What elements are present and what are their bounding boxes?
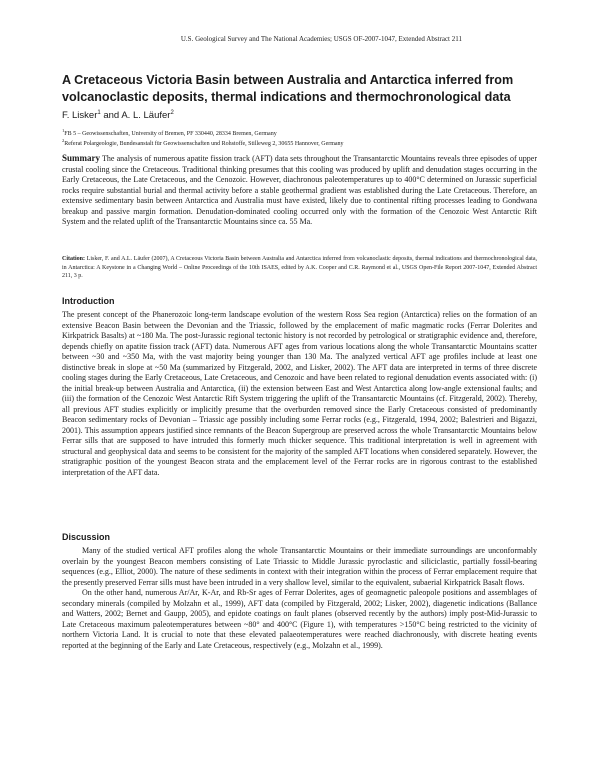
author-2-name: A. L. Läufer (121, 110, 171, 122)
affiliation-2-text: Referat Polargeologie, Bundesanstalt für Geowissenschaften und Rohstoffe, Stilleweg 2, 30655 Hannover, Germany (64, 141, 344, 147)
affiliation-2-mark: 2 (62, 138, 65, 143)
summary-label: Summary (62, 153, 100, 163)
author-1-name: F. Lisker (62, 110, 98, 122)
author-1-affil-mark: 1 (97, 110, 101, 116)
affiliation-2 (62, 136, 344, 149)
discussion-body (62, 546, 537, 651)
introduction-heading: Introduction (62, 296, 115, 306)
author-line (62, 110, 174, 121)
author-joiner: and (100, 110, 122, 122)
citation-block (62, 255, 537, 281)
author-2-affil-mark: 2 (170, 110, 174, 116)
affiliation-1-mark: 1 (62, 128, 65, 133)
paper-title: A Cretaceous Victoria Basin between Australia and Antarctica inferred from volcanoclastic deposits, thermal indications and thermochronological data (62, 73, 514, 104)
citation-text: Lisker, F. and A.L. Läufer (2007), A Cretaceous Victoria Basin between Australia and Antarctica inferred from volcanoclastic deposits, thermal indications and thermochronological data, in Antarctica: A Keystone in a Changing World – Online Proceedings of the 10th ISAES, edited by A.K. Cooper and C.R. Raymond et al., USGS Open-File Report 2007-1047, Extended Abstract 211, 3 p. (62, 256, 537, 279)
discussion-paragraph-2: On the other hand, numerous Ar/Ar, K-Ar, and Rb-Sr ages of Ferrar Dolerites, ages of geomagnetic paleopole positions and assemblages of secondary minerals (compiled by Molzahn et al., 1999), AFT data (compiled by Fitzgerald, 2002; Lisker, 2002), diagenetic indications (Ballance and Watters, 2002; Bernet and Gaupp, 2005), and epidote coatings on fault planes (observed recently by the authors) imply post-Mid-Jurassic to Late Cretaceous maximum paleotemperatures between ~80° and 400°C (Figure 1), with temperatures >150°C being restricted to the vicinity of northern Victoria Land. It is crucial to note that these elevated palaeotemperatures were reached diachronously, with discrete heating events reported at the beginning of the Early and Late Cretaceous, respectively (e.g., Molzahn et al., 1999). (62, 588, 537, 650)
discussion-heading: Discussion (62, 532, 111, 542)
summary-text: The analysis of numerous apatite fission track (AFT) data sets throughout the Transantarctic Mountains reveals three episodes of upper crustal cooling since the Cretaceous. Traditional thinking presumes that this cooling was produced by uplift and denudation stages occurring in the Early Cretaceous, the Late Cretaceous, and the Cenozoic. However, diachronous paleotemperatures up to 400°C determined on Jurassic superficial rocks require substantial burial and thermal activity before a stable geothermal gradient was established during the Late Cretaceous. Therefore, an extensive sedimentary basin between Antarctica and Australia must have existed, likely due to continental rifting processes leading to Gondwana breakup and passive margin formation. Denudation-dominated cooling occurred only with the formation of the Cenozoic West Antarctic Rift System and the related uplift of the Transantarctic Mountains since ca. 55 Ma. (62, 154, 537, 226)
introduction-paragraph: The present concept of the Phanerozoic long-term landscape evolution of the western Ross Sea region (Antarctica) relies on the formation of an extensive Beacon Basin between the Devonian and the Triassic, followed by the emplacement of mafic magmatic rocks (Ferrar Dolerites and Kirkpatrick Basalts) at ~180 Ma. The post-Jurassic regional tectonic history is not recorded by petrological or stratigraphic evidence and, therefore, depends chiefly on apatite fission track (AFT) data. Numerous AFT ages from various locations along the whole Transantarctic Mountains scatter between ~30 and ~350 Ma, with the vast majority being younger than 130 Ma. The analyzed vertical AFT age profiles include at least one distinctive break in slope at ~50 Ma (summarized by Fitzgerald, 2002, and Lisker, 2002). The AFT data are interpreted in terms of three discrete cooling stages during the Early Cretaceous, Late Cretaceous, and Cenozoic and have been related to regional denudation events associated with: (i) the initial break-up between Australia and Antarctica, (ii) the extension between East and West Antarctica along low-angle extensional faults; and (iii) the formation of the Cenozoic West Antarctic Rift System triggering the uplift of the Transantarctic Mountains (cf. Fitzgerald, 2002). Thereby, all previous AFT studies explicitly or implicitly presume that the overburden removed since the Early Cretaceous consisted of predominantly Beacon sedimentary rocks of Devonian – Triassic age possibly including some Ferrar rocks (e.g., Fitzgerald, 1994, 2002; Balestrieri and Bigazzi, 2001). This assumption appears justified since remnants of the Beacon Supergroup are preserved across the whole Transantarctic Mountains below Ferrar sills that are supposed to have intruded this formerly much thicker sequence. This traditional interpretation is well in agreement with structural and geophysical data and seems to be consistent for the majority of the sampled AFT locations when considered separately. However, the stratigraphic position of the youngest Beacon strata and the emplacement level of the Ferrar rocks are in rigorous contrast to the established interpretation of the AFT data. (62, 310, 537, 477)
citation-label: Citation: (62, 256, 85, 262)
discussion-paragraph-1: Many of the studied vertical AFT profiles along the whole Transantarctic Mountains or their immediate surroundings are unconformably overlain by the youngest Beacon members consisting of Late Triassic to Middle Jurassic pyroclastic and siliciclastic, partially fossil-bearing sequences (e.g., Elliot, 2000). The nature of these sediments in context with their integration within the process of Ferrar emplacement require that the presently preserved Ferrar sills must have been intruded in a very shallow level, similar to the equivalent, subaerial Kirkpatrick Basalt flows. (62, 546, 537, 587)
affiliation-1-text: FB 5 – Geowissenschaften, University of Bremen, PF 330440, 28334 Bremen, Germany (64, 131, 277, 137)
running-head: U.S. Geological Survey and The National Academies; USGS OF-2007-1047, Extended Abstract 211 (180, 35, 462, 43)
summary-block (62, 153, 537, 228)
introduction-body (62, 310, 537, 478)
